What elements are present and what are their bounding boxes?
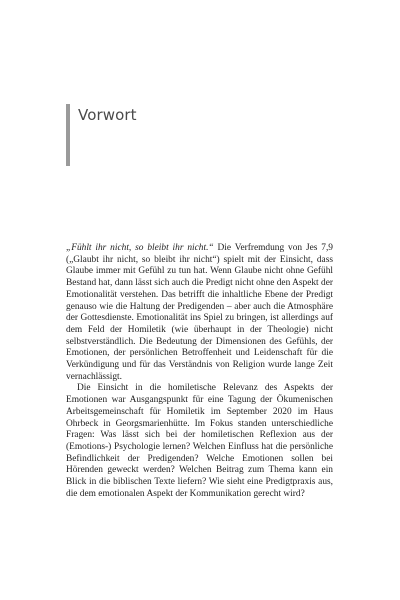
opening-quote: „Fühlt ihr nicht, so bleibt ihr nicht.“ xyxy=(66,243,214,253)
heading-accent-bar xyxy=(66,104,70,166)
body-text xyxy=(66,243,333,500)
paragraph-2 xyxy=(66,383,333,500)
paragraph-1 xyxy=(66,243,333,383)
chapter-heading xyxy=(66,104,137,166)
paragraph-1-text: Die Verfremdung von Jes 7,9 („Glaubt ihr nicht, so bleibt ihr nicht“) spielt mit der Einsicht, dass Glaube immer mit Gefühl zu tun hat. Wenn Glaube nicht ohne Gefühl Bestand hat, dann lässt sich auch die Predigt nicht ohne den Aspekt der Emotionalität verstehen. Das betrifft die inhaltliche Ebene der Predigt genauso wie die Haltung der Predigenden – aber auch die Atmosphäre der Gottesdienste. Emotionalität ins Spiel zu bringen, ist allerdings auf dem Feld der Homiletik (wie überhaupt in der Theologie) nicht selbstverständlich. Die Bedeutung der Dimensionen des Gefühls, der Emotionen, der persönlichen Betroffenheit und Leidenschaft für die Verkündigung und für das Verständnis von Religion wurde lange Zeit vernachlässigt. xyxy=(66,243,333,382)
paragraph-2-text: Die Einsicht in die homiletische Relevanz des Aspekts der Emotionen war Ausgangspunkt für eine Tagung der Ökumenischen Arbeitsgemeinschaft für Homiletik im September 2020 im Haus Ohrbeck in Georgsmarienhütte. Im Fokus standen unterschiedliche Fragen: Was lässt sich bei der homiletischen Reflexion aus der (Emotions-) Psychologie lernen? Welchen Einfluss hat die persönliche Befindlichkeit der Predigenden? Welche Emotionen sollen bei Hörenden geweckt werden? Welchen Beitrag zum Thema kann ein Blick in die biblischen Texte liefern? Wie sieht eine Predigtpraxis aus, die dem emotionalen Aspekt der Kommunikation gerecht wird? xyxy=(66,383,333,499)
chapter-title: Vorwort xyxy=(78,106,137,124)
